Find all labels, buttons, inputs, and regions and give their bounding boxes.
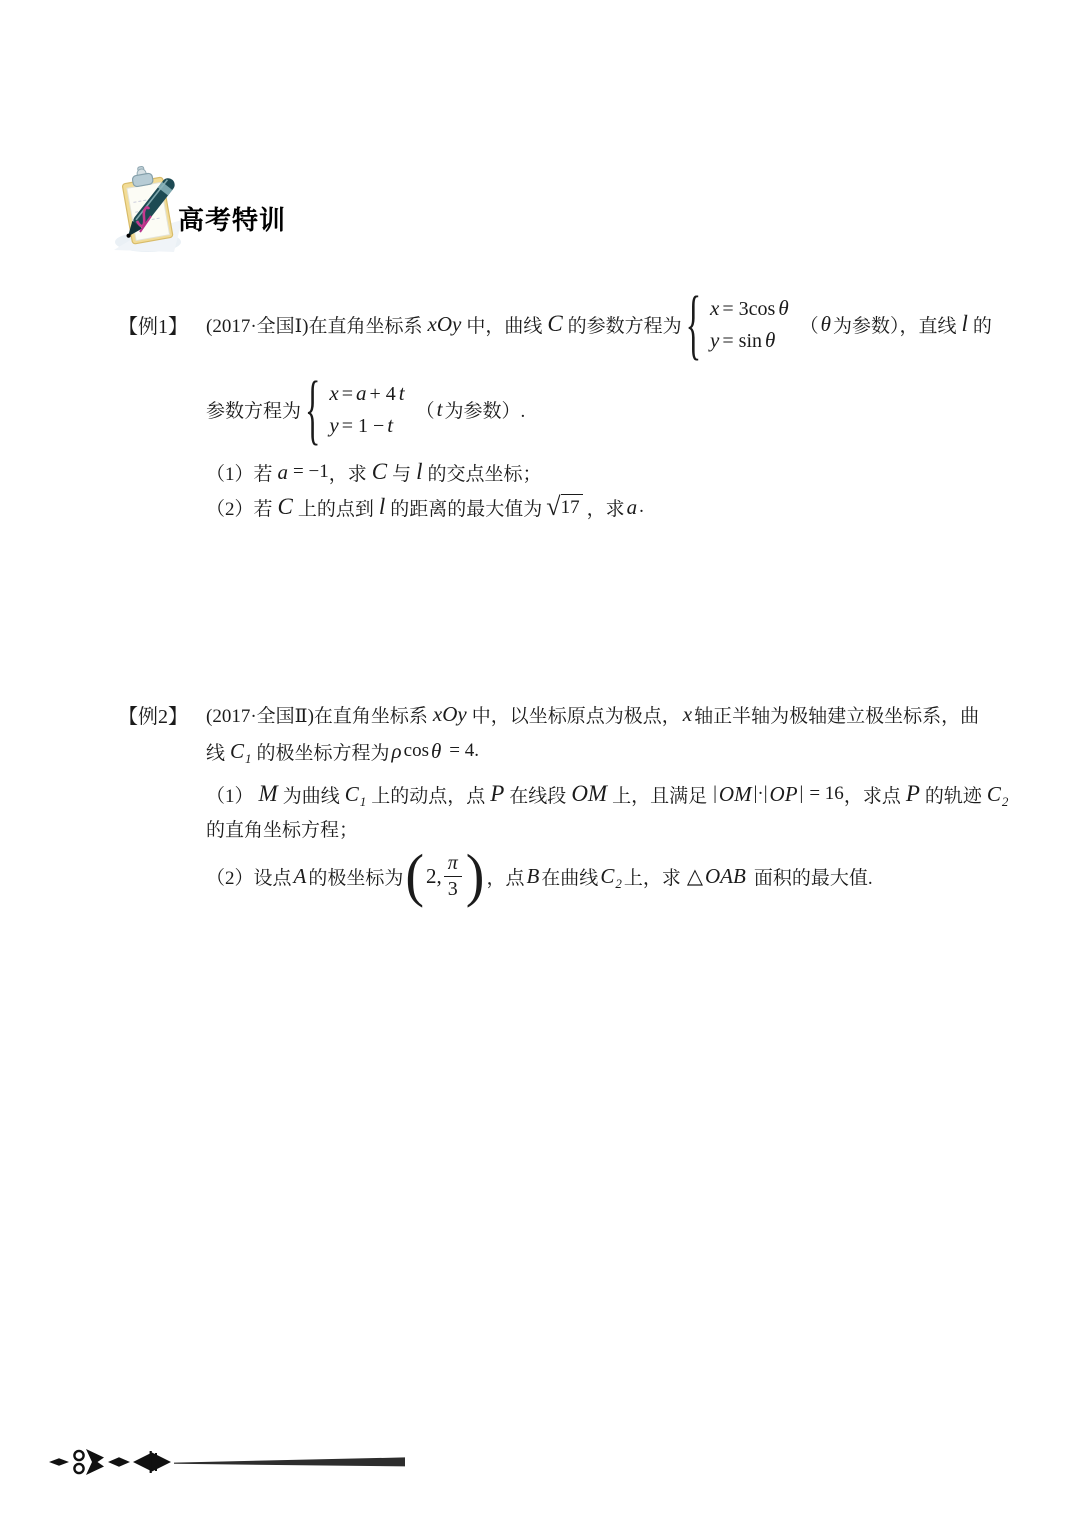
example1-question-1 [206, 456, 1058, 488]
math-op: OP [769, 781, 798, 806]
text-segment: 上，且满足 [612, 785, 708, 807]
text-segment: 中，以坐标原点为极点， [471, 705, 681, 727]
text-segment: 为曲线 [282, 785, 340, 807]
text-segment: （1） [206, 785, 254, 807]
example-2 [118, 698, 1058, 909]
page-title: 高考特训 [178, 205, 287, 235]
text-segment: . [639, 496, 644, 517]
equation-row: y = 1 − t [329, 412, 394, 437]
left-brace: { [305, 363, 321, 453]
math-p: P [490, 781, 505, 806]
math-line-l: l [961, 311, 968, 336]
text-segment: 为参数），直线 [833, 315, 957, 337]
text-segment: （ [415, 400, 435, 422]
math-m: M [258, 781, 278, 806]
example2-label: 【例2】 [118, 705, 188, 728]
math-line-l: l [416, 459, 423, 484]
text-segment: = −1 [293, 461, 329, 482]
text-segment: ，求 [328, 463, 367, 485]
math-c2: $C_2$ [986, 781, 1009, 809]
example1-question-2 [206, 488, 1058, 526]
math-theta: θ [820, 311, 831, 336]
equation-row: x = 3cos θ [710, 295, 789, 320]
math-om: OM [718, 781, 752, 806]
clipboard-pen-icon [110, 160, 188, 256]
fraction-pi-3: $\frac{\pi}{3}$ [444, 852, 462, 901]
text-segment: （2）设点 [206, 867, 292, 889]
text-segment: 的极坐标为 [308, 867, 404, 889]
coordinate-value: 2, [426, 863, 442, 888]
text-segment: = 16 [809, 783, 844, 804]
text-segment: 在线段 [509, 785, 567, 807]
text-segment: 的参数方程为 [567, 315, 682, 337]
triangle-symbol: △ [686, 863, 703, 888]
abs-bar: | [713, 783, 717, 804]
math-c2: $C_2$ [600, 863, 622, 891]
text-segment: ，点 [486, 867, 525, 889]
example2-question-1-cont [206, 813, 1058, 843]
sqrt-17: √ 17 [546, 494, 582, 520]
text-segment: 中，曲线 [466, 315, 543, 337]
text-segment: 参数方程为 [206, 400, 302, 422]
radical-sign: √ [546, 492, 561, 521]
text-segment: ，求 [586, 498, 625, 520]
text-segment: 轴正半轴为极轴建立极坐标系，曲 [694, 705, 980, 727]
left-brace: { [685, 278, 702, 368]
abs-bar: | [799, 783, 804, 804]
text-segment: （2）若 [206, 498, 273, 520]
math-curve-c: C [371, 459, 388, 484]
math-x: x [682, 701, 693, 726]
text-segment: 上，求 [623, 867, 681, 889]
math-curve-c: C [277, 494, 293, 519]
text-segment: 在曲线 [541, 867, 599, 889]
example1-line-1 [118, 278, 1058, 368]
math-c1: $C_1$ [344, 781, 367, 809]
text-segment: 的极坐标方程为 [256, 742, 390, 764]
example1-line-2 [206, 363, 1058, 453]
text-segment: = 4. [449, 740, 480, 761]
example2-line-2 [206, 733, 1058, 769]
left-paren: ( [405, 843, 425, 909]
math-p: P [905, 781, 920, 806]
math-a: A [293, 863, 307, 888]
math-c1: $C_1$ [230, 738, 252, 766]
math-t: t [436, 396, 443, 421]
math-line-l: l [378, 494, 386, 519]
example2-question-2 [206, 843, 1058, 909]
text-segment: ，求点 [843, 785, 901, 807]
text-segment: 的直角坐标方程； [206, 819, 359, 841]
math-oab: OAB [705, 863, 746, 888]
text-segment: 为参数）. [444, 400, 526, 422]
math-xoy: xOy [432, 701, 467, 726]
text-segment: 的 [972, 315, 992, 337]
text-segment: 上的点到 [297, 498, 374, 520]
math-a: a [277, 459, 289, 484]
text-segment: (2017·全国Ⅱ)在直角坐标系 [206, 705, 428, 727]
math-rho: ρ [391, 738, 402, 763]
abs-bar: |·| [753, 783, 768, 804]
math-om: OM [571, 781, 608, 806]
math-a: a [626, 494, 638, 519]
example2-question-1 [206, 775, 1058, 813]
text-segment: 的轨迹 [924, 785, 982, 807]
text-segment: 面积的最大值. [753, 867, 873, 889]
equation-row: y = sin θ [710, 327, 776, 352]
text-segment: 上的动点，点 [371, 785, 486, 807]
parametric-system-2 [305, 363, 408, 453]
parametric-system-1 [685, 278, 792, 368]
text-segment: (2017·全国Ⅰ)在直角坐标系 [206, 315, 423, 337]
text-segment: （ [799, 315, 819, 337]
text-segment: 线 [206, 742, 226, 764]
math-curve-c: C [547, 311, 563, 336]
example-1 [118, 278, 1058, 526]
math-xoy: xOy [427, 311, 462, 336]
equation-row: x = a + 4 t [329, 380, 405, 405]
example2-line-1 [118, 698, 1058, 730]
text-segment: 的距离的最大值为 [390, 498, 543, 520]
example1-label: 【例1】 [118, 315, 188, 338]
math-theta: θ [430, 738, 442, 763]
text-segment: cos [403, 740, 429, 761]
text-segment: 的交点坐标； [427, 463, 542, 485]
math-b: B [526, 863, 540, 888]
fleuron-divider-icon [45, 1442, 410, 1482]
text-segment: （1）若 [206, 463, 273, 485]
right-paren: ) [465, 843, 485, 909]
text-segment: 与 [392, 463, 412, 485]
